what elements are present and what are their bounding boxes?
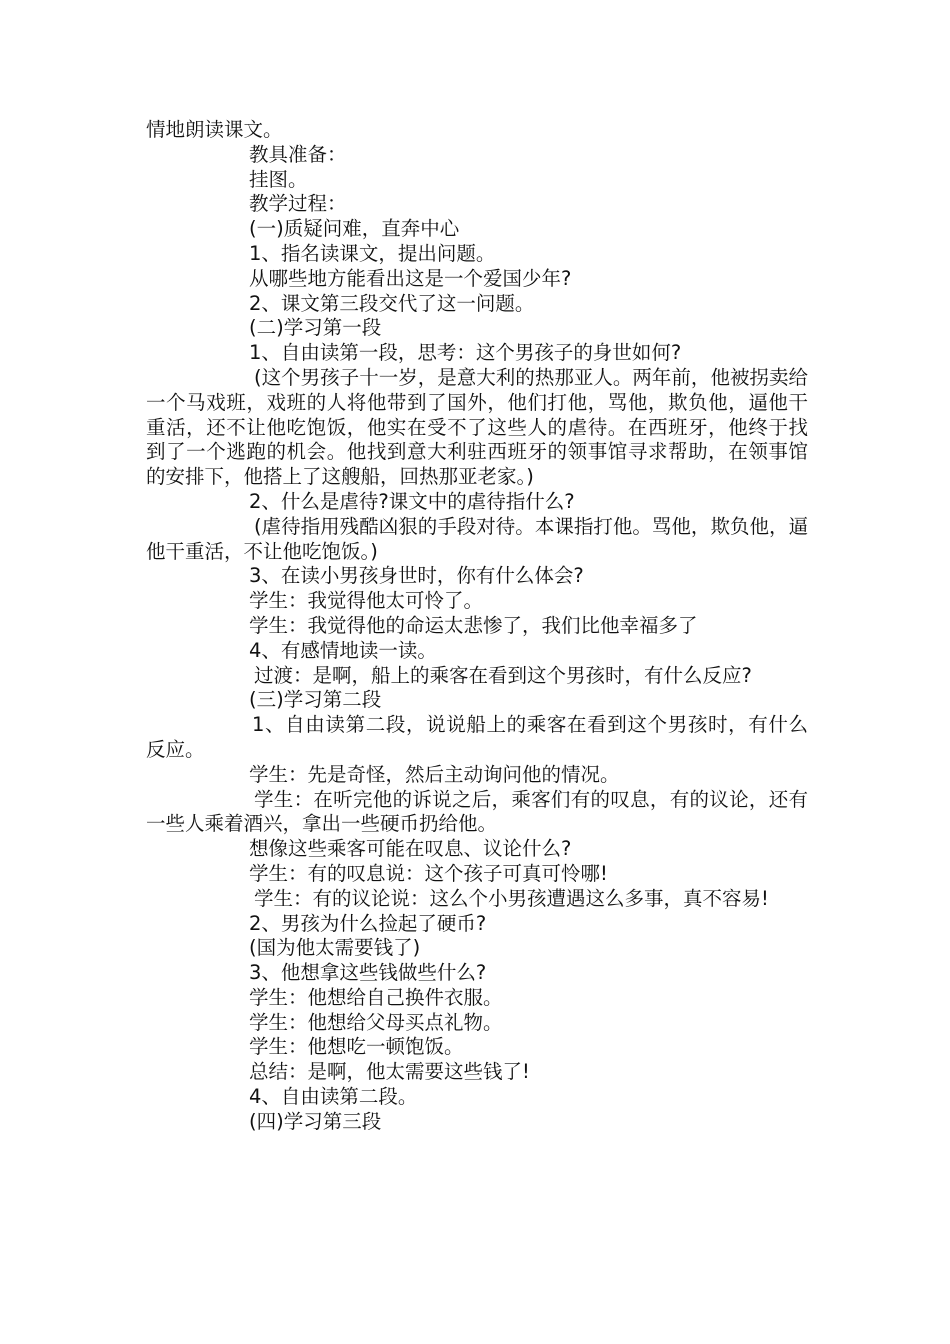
text-line: 1、指名读课文，提出问题。 (249, 241, 496, 265)
document-body (146, 118, 808, 1135)
text-line: 学生：他想给父母买点礼物。 (249, 1010, 503, 1034)
paragraph: 学生：在听完他的诉说之后，乘客们有的叹息，有的议论，还有一些人乘着酒兴，拿出一些硬币扔给他。 (146, 787, 808, 836)
text-line: 想像这些乘客可能在叹息、议论什么? (249, 837, 572, 861)
text-line: 1、自由读第一段，思考：这个男孩子的身世如何? (249, 341, 682, 365)
text-line: 学生：我觉得他太可怜了。 (249, 589, 484, 613)
text-line: 学生：有的叹息说：这个孩子可真可怜哪! (249, 861, 608, 885)
text-line: 2、什么是虐待?课文中的虐待指什么? (249, 489, 575, 513)
text-line: 情地朗读课文。 (146, 118, 283, 141)
text-line: 学生：他想吃一顿饱饭。 (249, 1035, 464, 1059)
text-line: 学生：先是奇怪，然后主动询问他的情况。 (249, 762, 620, 786)
paragraph: 1、自由读第二段，说说船上的乘客在看到这个男孩时，有什么反应。 (146, 713, 808, 761)
text-line: 学生：他想给自己换件衣服。 (249, 985, 503, 1009)
text-line: 教具准备： (249, 142, 347, 166)
text-line: 总结：是啊，他太需要这些钱了! (249, 1060, 530, 1084)
text-line: 4、有感情地读一读。 (249, 638, 437, 662)
paragraph: (虐待指用残酷凶狠的手段对待。本课指打他。骂他，欺负他，逼他干重活，不让他吃饱饭。) (146, 514, 808, 563)
section-heading: (三)学习第二段 (249, 688, 382, 712)
text-line: 从哪些地方能看出这是一个爱国少年? (249, 266, 572, 290)
section-heading: (四)学习第三段 (249, 1109, 382, 1133)
text-line: 2、课文第三段交代了这一问题。 (249, 291, 535, 315)
text-line: (国为他太需要钱了) (249, 936, 421, 960)
text-line: 学生：我觉得他的命运太悲惨了，我们比他幸福多了 (249, 613, 698, 637)
text-line: 3、他想拿这些钱做些什么? (249, 961, 487, 985)
text-line: 教学过程： (249, 192, 347, 216)
text-line: 4、自由读第二段。 (249, 1085, 418, 1109)
section-heading: (一)质疑问难，直奔中心 (249, 217, 460, 241)
text-line: 2、男孩为什么捡起了硬币? (249, 911, 487, 935)
paragraph: 过渡：是啊，船上的乘客在看到这个男孩时，有什么反应? (254, 663, 752, 687)
paragraph: 学生：有的议论说：这么个小男孩遭遇这么多事，真不容易! (254, 886, 769, 910)
section-heading: (二)学习第一段 (249, 316, 382, 340)
text-line: 3、在读小男孩身世时，你有什么体会? (249, 564, 584, 588)
paragraph: (这个男孩子十一岁，是意大利的热那亚人。两年前，他被拐卖给一个马戏班，戏班的人将他带到了国外，他们打他，骂他，欺负他，逼他干重活，还不让他吃饱饭，他实在受不了这些人的虐待。在西班牙，他终于找到了一个逃跑的机会。他找到意大利驻西班牙的领事馆寻求帮助，在领事馆的安排下，他搭上了这艘船，回热那亚老家。) (146, 365, 808, 489)
text-line: 挂图。 (249, 167, 308, 191)
